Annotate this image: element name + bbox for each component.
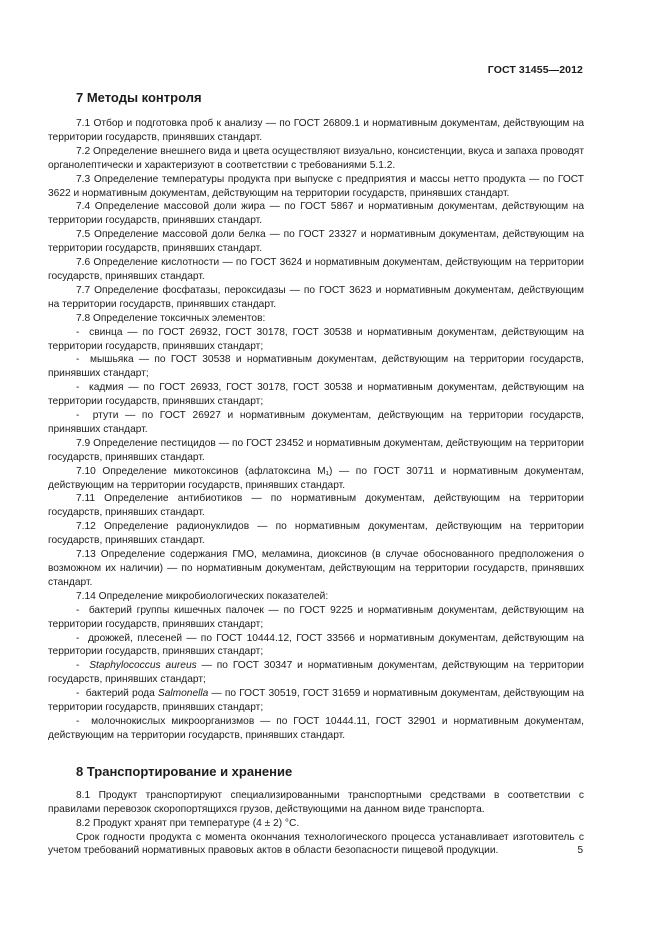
paragraph: 7.14 Определение микробиологических показателей: — [76, 590, 329, 602]
paragraph: 7.9 Определение пестицидов — по ГОСТ 23452 и нормативным документам, действующим на территории государств, принявших стандарт. — [48, 437, 584, 463]
list-item: - мышьяка — по ГОСТ 30538 и нормативным документам, действующим на территории государств, принявших стандарт; — [48, 353, 584, 381]
paragraph: 7.1 Отбор и подготовка проб к анализу — по ГОСТ 26809.1 и нормативным документам, действующим на территории государств, принявших стандарт. — [48, 118, 584, 143]
standard-number: ГОСТ 31455—2012 — [487, 64, 583, 76]
paragraph: 8.1 Продукт транспортируют специализированными транспортными средствами в соответствии с правилами перевозок скоропортящихся грузов, действующими на данном виде транспорта. — [48, 789, 584, 815]
paragraph: 7.4 Определение массовой доли жира — по ГОСТ 5867 и нормативным документам, действующим на территории государств, принявших стандарт. — [48, 201, 584, 227]
paragraph: Срок годности продукта с момента окончания технологического процесса устанавливает изготовитель с учетом требований нормативных правовых актов в области безопасности пищевой продукции. — [48, 831, 584, 857]
section-7-heading: 7 Методы контроля — [76, 90, 202, 105]
paragraph: 7.5 Определение массовой доли белка — по ГОСТ 23327 и нормативным документам, действующим на территории государств, принявших стандарт. — [48, 229, 584, 255]
paragraph: 7.3 Определение температуры продукта при выпуске с предприятия и массы нетто продукта — по ГОСТ 3622 и нормативным документам, действующим на территории государств, принявших стандарт. — [48, 173, 584, 199]
section-8-body — [48, 789, 584, 859]
list-item: - Staphylococcus aureus — по ГОСТ 30347 и нормативным документам, действующим на территории государств, принявших стандарт; — [48, 659, 584, 687]
section-7-body — [48, 117, 584, 743]
list-item: - дрожжей, плесеней — по ГОСТ 10444.12, ГОСТ 33566 и нормативным документам, действующим на территории государств, принявших стандарт; — [48, 632, 584, 660]
list-item: - свинца — по ГОСТ 26932, ГОСТ 30178, ГОСТ 30538 и нормативным документам, действующим на территории государств, принявших стандарт; — [48, 326, 584, 354]
list-item: - бактерий группы кишечных палочек — по ГОСТ 9225 и нормативным документам, действующим на территории государств, принявших стандарт; — [48, 604, 584, 632]
section-8-heading: 8 Транспортирование и хранение — [76, 763, 293, 779]
paragraph: 7.11 Определение антибиотиков — по нормативным документам, действующим на территории государств, принявших стандарт. — [48, 493, 584, 519]
list-item: - бактерий рода Salmonella — по ГОСТ 30519, ГОСТ 31659 и нормативным документам, действующим на территории государств, принявших стандарт; — [48, 687, 584, 715]
list-item: - молочнокислых микроорганизмов — по ГОСТ 10444.11, ГОСТ 32901 и нормативным документам, действующим на территории государств, принявших стандарт. — [48, 715, 584, 743]
page-number: 5 — [577, 845, 583, 856]
list-item: - ртути — по ГОСТ 26927 и нормативным документам, действующим на территории государств, принявших стандарт. — [48, 409, 584, 437]
paragraph: 7.6 Определение кислотности — по ГОСТ 3624 и нормативным документам, действующим на территории государств, принявших стандарт. — [48, 257, 584, 282]
paragraph: 7.2 Определение внешнего вида и цвета осуществляют визуально, консистенции, вкуса и запаха проводят органолептически и характеризуют в соответствии с требованиями 5.1.2. — [48, 145, 584, 171]
document-body — [48, 89, 584, 858]
paragraph: 7.13 Определение содержания ГМО, меламина, диоксинов (в случае обоснованного предположения о возможном их наличии) — по нормативным документам, действующим на территории государств, принявших стандарт. — [48, 549, 584, 588]
paragraph: 7.12 Определение радионуклидов — по нормативным документам, действующим на территории государств, принявших стандарт. — [48, 521, 584, 547]
paragraph: 7.7 Определение фосфатазы, пероксидазы — по ГОСТ 3623 и нормативным документам, действующим на территории государств, принявших стандарт. — [48, 284, 584, 310]
list-item: - кадмия — по ГОСТ 26933, ГОСТ 30178, ГОСТ 30538 и нормативным документам, действующим на территории государств, принявших стандарт; — [48, 381, 584, 409]
paragraph: 7.10 Определение микотоксинов (афлатоксина M₁) — по ГОСТ 30711 и нормативным документам, действующим на территории государств, принявших стандарт. — [48, 465, 584, 491]
paragraph: 7.8 Определение токсичных элементов: — [76, 312, 266, 324]
paragraph: 8.2 Продукт хранят при температуре (4 ± 2) °С. — [76, 817, 300, 829]
